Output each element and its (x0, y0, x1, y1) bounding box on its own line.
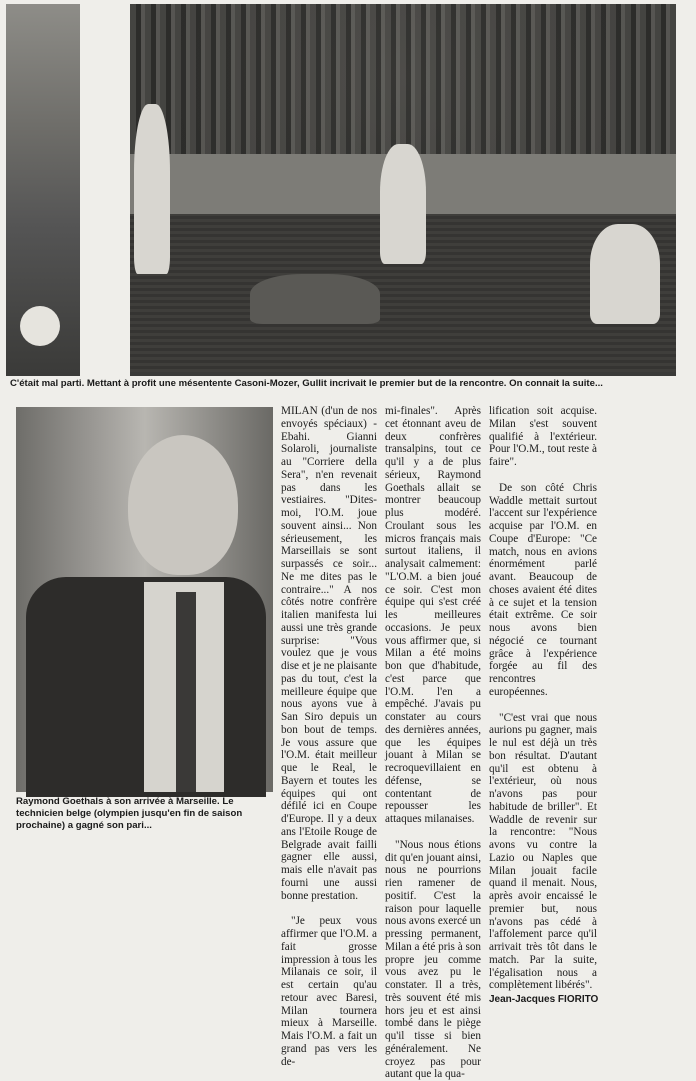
photo-caption-top: C'était mal parti. Mettant à profit une mésentente Casoni-Mozer, Gullit incrivait le premier but de la rencontre. On connait la suite... (10, 378, 603, 389)
paragraph: MILAN (d'un de nos envoyés spéciaux) - Ebahi. Gianni Solaroli, journaliste au "Corriere della Sera", n'en revenait pas dans les vestiaires. "Dites-moi, l'O.M. joue souvent ainsi... Non sérieusement, les Marseillais se sont surpassés ce soir... Ne me dites pas le contraire..." A nos côtés notre confrère italien manifesta lui aussi une très grande surprise: "Vous voulez que je vous dise et je ne plaisante pas du tout, c'est la meilleure équipe que nous ayons vue à San Siro depuis un bon bout de temps. Je vous assure que l'O.M. était meilleur que le Real, le Bayern et toutes les équipes qui ont défilé ici en Coupe d'Europe. Il y a deux ans l'Etoile Rouge de Belgrade avait failli gagner elle aussi, mais elle n'avait pas fourni une aussi bonne prestation. (281, 405, 377, 902)
ball (20, 306, 60, 346)
author-signature: Jean-Jacques FIORITO (489, 994, 599, 1005)
portrait-photo (16, 407, 273, 792)
player-figure (134, 104, 170, 274)
article-column-3 (489, 405, 599, 1005)
player-figure (380, 144, 426, 264)
paragraph: lification soit acquise. Milan s'est souvent qualifié à l'extérieur. Pour l'O.M., tout reste à faire". (489, 405, 597, 468)
paragraph: "Nous nous étions dit qu'en jouant ainsi, nous ne pourrions rien ramener de positif. C'est la raison pour laquelle nous avons exercé un pressing permanent, Milan a été pris à son propre jeu comme vous avez pu le constater. Il a très, très souvent été mis hors jeu et est ainsi tombé dans le piège qu'il tisse si bien généralement. Ne croyez pas pour autant que la qua- (385, 838, 482, 1081)
article-body (281, 405, 689, 1081)
player-figure (250, 274, 380, 324)
paragraph: De son côté Chris Waddle mettait surtout l'accent sur l'expérience acquise par l'O.M. en Coupe d'Europe: "Ce match, nous en avions énormément parlé avant. Beaucoup de choses avaient été dites à ce sujet et la tension était extrême. Ce soir nous avons bien négocié ce tournant grâce à l'expérience forgée au fil des rencontres européennes. (489, 481, 597, 698)
match-photo (6, 4, 676, 376)
paragraph: "C'est vrai que nous aurions pu gagner, mais le nul est déjà un très bon résultat. D'autant qu'il est obtenu à l'extérieur, où nous n'avons pas pour habitude de briller". Et Waddle de revenir sur la rencontre: "Nous avons vu contre la Lazio ou Naples que Milan jouait facile quand il menait. Nous, après avoir encaissé le premier but, nous n'avons pas cédé à l'affolement parce qu'il arrivait très tôt dans le match. Par la suite, l'égalisation nous a complètement libérés". (489, 711, 597, 992)
article-column-1 (281, 405, 377, 1068)
photo-caption-left: Raymond Goethals à son arrivée à Marseille. Le technicien belge (olympien jusqu'en fin de saison prochaine) a gagné son pari... (16, 796, 243, 831)
paragraph: mi-finales". Après cet étonnant aveu de deux confrères transalpins, tout ce qu'il y a de plus sérieux, Raymond Goethals allait se montrer beaucoup plus modéré. Croulant sous les micros français mais surtout italiens, il analysait calmement: "L'O.M. a bien joué ce soir. C'est mon équipe qui s'est créé les meilleures occasions. Je peux vous affirmer que, si Milan a été moins bon que d'habitude, c'est parce que l'O.M. l'en a empêché. J'avais pu constater au cours des dernières années, que les équipes jouant à Milan se recroquevillaient en défense, se contentant de repousser les attaques milanaises. (385, 405, 481, 825)
paragraph: "Je peux vous affirmer que l'O.M. a fait grosse impression à tous les Milanais ce soir, il est certain qu'au retour avec Baresi, Milan tournera mieux à Marseille. Mais l'O.M. a fait un grand pas vers les de- (281, 915, 377, 1068)
match-action-photo (130, 4, 676, 372)
player-figure (590, 224, 660, 324)
article-column-2 (385, 405, 482, 1081)
